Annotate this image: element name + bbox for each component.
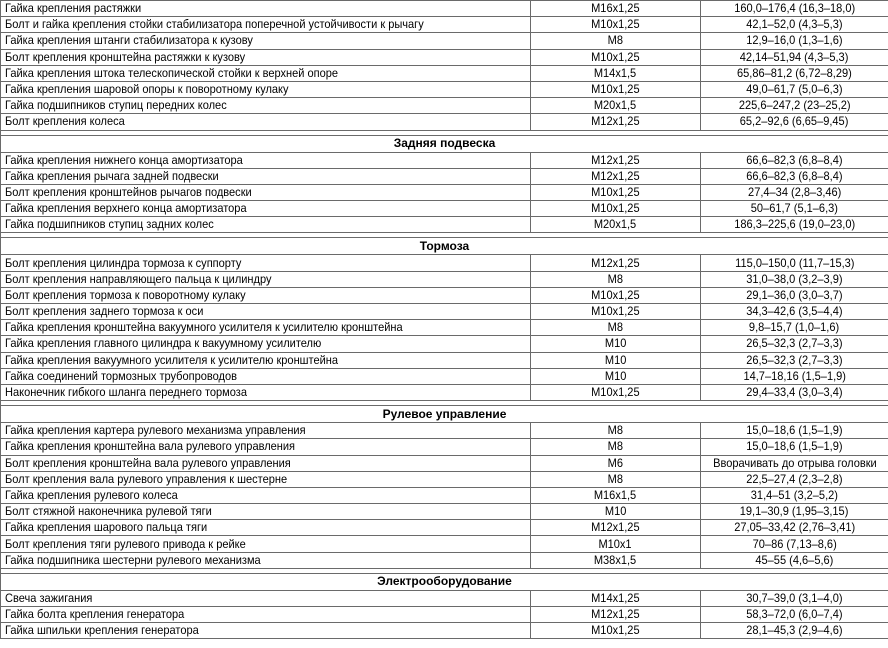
table-row <box>1 552 888 568</box>
torque-value-cell-text: 14,7–18,16 (1,5–1,9) <box>743 368 846 383</box>
fastener-name-cell-text: Гайка подшипников ступиц задних колес <box>5 217 214 232</box>
torque-value-cell <box>701 536 888 552</box>
torque-value-cell-text: 160,0–176,4 (16,3–18,0) <box>734 1 855 16</box>
table-row <box>1 217 888 233</box>
fastener-name-cell <box>1 271 531 287</box>
thread-size-cell-text: M8 <box>607 423 624 438</box>
torque-value-cell-text: 66,6–82,3 (6,8–8,4) <box>746 168 843 183</box>
table-row <box>1 455 888 471</box>
thread-size-cell-text: M8 <box>607 439 624 454</box>
table-row <box>1 271 888 287</box>
torque-value-cell <box>701 320 888 336</box>
torque-value-cell-text: 15,0–18,6 (1,5–1,9) <box>746 423 843 438</box>
fastener-name-cell-text: Гайка крепления нижнего конца амортизатора <box>5 152 243 167</box>
fastener-name-cell <box>1 552 531 568</box>
thread-size-cell <box>531 152 701 168</box>
thread-size-cell <box>531 487 701 503</box>
thread-size-cell-text: M12x1,25 <box>591 255 640 270</box>
thread-size-cell-text: M14x1,5 <box>594 65 637 80</box>
thread-size-cell <box>531 520 701 536</box>
thread-size-cell-text: M10 <box>604 504 627 519</box>
fastener-name-cell <box>1 607 531 623</box>
torque-value-cell <box>701 520 888 536</box>
thread-size-cell <box>531 184 701 200</box>
torque-value-cell <box>701 552 888 568</box>
fastener-name-cell <box>1 201 531 217</box>
thread-size-cell <box>531 304 701 320</box>
thread-size-cell <box>531 423 701 439</box>
thread-size-cell-text: M10 <box>604 368 627 383</box>
table-row <box>1 384 888 400</box>
torque-value-cell-text: 9,8–15,7 (1,0–1,6) <box>749 320 840 335</box>
torque-value-cell-text: 31,4–51 (3,2–5,2) <box>750 487 839 502</box>
thread-size-cell <box>531 33 701 49</box>
fastener-name-cell-text: Наконечник гибкого шланга переднего тормоза <box>5 385 247 400</box>
fastener-name-cell <box>1 336 531 352</box>
torque-value-cell-text: 34,3–42,6 (3,5–4,4) <box>746 304 843 319</box>
thread-size-cell <box>531 590 701 606</box>
torque-value-cell <box>701 201 888 217</box>
fastener-name-cell <box>1 33 531 49</box>
thread-size-cell <box>531 384 701 400</box>
fastener-name-cell <box>1 65 531 81</box>
table-row <box>1 287 888 303</box>
fastener-name-cell-text: Гайка крепления вакуумного усилителя к усилителю кронштейна <box>5 352 339 367</box>
thread-size-cell <box>531 17 701 33</box>
thread-size-cell-text: M10x1,25 <box>591 82 640 97</box>
thread-size-cell <box>531 368 701 384</box>
fastener-name-cell <box>1 455 531 471</box>
torque-value-cell <box>701 352 888 368</box>
thread-size-cell <box>531 455 701 471</box>
torque-value-cell <box>701 17 888 33</box>
torque-value-cell-text: 225,6–247,2 (23–25,2) <box>738 98 851 113</box>
torque-value-cell <box>701 168 888 184</box>
torque-value-cell-text: 29,4–33,4 (3,0–3,4) <box>746 385 843 400</box>
fastener-name-cell <box>1 98 531 114</box>
fastener-name-cell-text: Гайка шпильки крепления генератора <box>5 623 199 638</box>
fastener-name-cell-text: Гайка крепления кронштейна вакуумного усилителя к усилителю кронштейна <box>5 320 403 335</box>
thread-size-cell <box>531 81 701 97</box>
thread-size-cell <box>531 504 701 520</box>
thread-size-cell-text: M10x1,25 <box>591 385 640 400</box>
torque-value-cell <box>701 255 888 271</box>
thread-size-cell-text: M10x1,25 <box>591 287 640 302</box>
fastener-name-cell <box>1 623 531 639</box>
fastener-name-cell <box>1 168 531 184</box>
thread-size-cell-text: M12x1,25 <box>591 152 640 167</box>
table-row <box>1 352 888 368</box>
torque-value-cell-text: 28,1–45,3 (2,9–4,6) <box>746 623 843 638</box>
table-row <box>1 152 888 168</box>
thread-size-cell <box>531 168 701 184</box>
fastener-name-cell-text: Гайка крепления рулевого колеса <box>5 487 178 502</box>
table-row <box>1 439 888 455</box>
thread-size-cell <box>531 536 701 552</box>
thread-size-cell-text: M8 <box>607 471 624 486</box>
table-row <box>1 81 888 97</box>
fastener-name-cell-text: Гайка крепления штанги стабилизатора к кузову <box>5 33 253 48</box>
thread-size-cell <box>531 287 701 303</box>
thread-size-cell <box>531 607 701 623</box>
torque-value-cell-text: 65,2–92,6 (6,65–9,45) <box>740 114 849 129</box>
table-row <box>1 1 888 17</box>
table-row <box>1 114 888 130</box>
torque-value-cell-text: 19,1–30,9 (1,95–3,15) <box>740 504 849 519</box>
torque-value-cell <box>701 152 888 168</box>
fastener-name-cell <box>1 217 531 233</box>
fastener-name-cell <box>1 536 531 552</box>
thread-size-cell-text: M20x1,5 <box>594 217 637 232</box>
torque-value-cell-text: 27,4–34 (2,8–3,46) <box>747 184 842 199</box>
torque-value-cell <box>701 184 888 200</box>
fastener-name-cell <box>1 368 531 384</box>
torque-value-cell <box>701 287 888 303</box>
thread-size-cell-text: M10 <box>604 352 627 367</box>
fastener-name-cell-text: Свеча зажигания <box>5 590 93 605</box>
table-row <box>1 65 888 81</box>
fastener-name-cell-text: Гайка крепления штока телескопической стойки к верхней опоре <box>5 65 339 80</box>
fastener-name-cell <box>1 17 531 33</box>
fastener-name-cell <box>1 114 531 130</box>
thread-size-cell-text: M12x1,25 <box>591 114 640 129</box>
thread-size-cell <box>531 98 701 114</box>
section-title: Рулевое управление <box>1 406 888 423</box>
table-row <box>1 590 888 606</box>
torque-value-cell-text: 27,05–33,42 (2,76–3,41) <box>734 520 855 535</box>
thread-size-cell-text: M10x1 <box>598 536 633 551</box>
table-row <box>1 304 888 320</box>
section-header-row <box>1 573 888 590</box>
table-row <box>1 201 888 217</box>
thread-size-cell-text: M12x1,25 <box>591 168 640 183</box>
fastener-name-cell-text: Гайка крепления кронштейна вала рулевого управления <box>5 439 296 454</box>
torque-value-cell <box>701 1 888 17</box>
table-row <box>1 184 888 200</box>
fastener-name-cell-text: Гайка крепления главного цилиндра к вакуумному усилителю <box>5 336 322 351</box>
thread-size-cell-text: M10x1,25 <box>591 201 640 216</box>
thread-size-cell <box>531 49 701 65</box>
torque-value-cell <box>701 423 888 439</box>
thread-size-cell-text: M10x1,25 <box>591 184 640 199</box>
thread-size-cell <box>531 65 701 81</box>
thread-size-cell <box>531 336 701 352</box>
torque-value-cell <box>701 623 888 639</box>
torque-value-cell <box>701 439 888 455</box>
torque-value-cell-text: 49,0–61,7 (5,0–6,3) <box>746 82 843 97</box>
torque-value-cell-text: 31,0–38,0 (3,2–3,9) <box>746 271 843 286</box>
fastener-name-cell <box>1 590 531 606</box>
fastener-name-cell-text: Болт крепления кронштейна растяжки к кузову <box>5 49 246 64</box>
fastener-name-cell <box>1 320 531 336</box>
fastener-name-cell-text: Гайка крепления шаровой опоры к поворотному кулаку <box>5 82 289 97</box>
table-body <box>1 1 888 639</box>
torque-value-cell <box>701 33 888 49</box>
section-header-row <box>1 406 888 423</box>
fastener-name-cell-text: Болт и гайка крепления стойки стабилизатора поперечной устойчивости к рычагу <box>5 17 424 32</box>
fastener-name-cell <box>1 439 531 455</box>
thread-size-cell-text: M8 <box>607 33 624 48</box>
table-row <box>1 98 888 114</box>
torque-value-cell <box>701 304 888 320</box>
thread-size-cell <box>531 623 701 639</box>
torque-value-cell <box>701 114 888 130</box>
table-row <box>1 49 888 65</box>
fastener-name-cell-text: Болт крепления кронштейнов рычагов подвески <box>5 184 252 199</box>
torque-value-cell <box>701 336 888 352</box>
torque-value-cell <box>701 217 888 233</box>
fastener-name-cell-text: Гайка крепления растяжки <box>5 1 142 16</box>
thread-size-cell-text: M12x1,25 <box>591 520 640 535</box>
fastener-name-cell-text: Гайка болта крепления генератора <box>5 607 185 622</box>
torque-value-cell-text: Вворачивать до отрыва головки <box>712 455 877 470</box>
section-title: Задняя подвеска <box>1 135 888 152</box>
torque-value-cell-text: 26,5–32,3 (2,7–3,3) <box>746 336 843 351</box>
thread-size-cell <box>531 320 701 336</box>
torque-value-cell <box>701 504 888 520</box>
fastener-name-cell-text: Болт крепления вала рулевого управления к шестерне <box>5 471 288 486</box>
table-row <box>1 623 888 639</box>
torque-value-cell-text: 65,86–81,2 (6,72–8,29) <box>737 65 852 80</box>
torque-value-cell-text: 26,5–32,3 (2,7–3,3) <box>746 352 843 367</box>
torque-value-cell-text: 30,7–39,0 (3,1–4,0) <box>746 590 843 605</box>
thread-size-cell-text: M16x1,25 <box>591 1 640 16</box>
fastener-name-cell-text: Гайка крепления верхнего конца амортизатора <box>5 201 247 216</box>
torque-value-cell-text: 42,1–52,0 (4,3–5,3) <box>746 17 843 32</box>
fastener-name-cell-text: Гайка подшипников ступиц передних колес <box>5 98 227 113</box>
fastener-name-cell-text: Гайка крепления рычага задней подвески <box>5 168 219 183</box>
thread-size-cell-text: M10x1,25 <box>591 623 640 638</box>
fastener-name-cell <box>1 287 531 303</box>
fastener-name-cell-text: Болт крепления колеса <box>5 114 125 129</box>
thread-size-cell <box>531 552 701 568</box>
table-row <box>1 607 888 623</box>
section-title: Тормоза <box>1 238 888 255</box>
torque-value-cell-text: 12,9–16,0 (1,3–1,6) <box>746 33 843 48</box>
fastener-name-cell-text: Гайка подшипника шестерни рулевого механизма <box>5 552 261 567</box>
table-row <box>1 168 888 184</box>
thread-size-cell <box>531 1 701 17</box>
torque-value-cell <box>701 49 888 65</box>
fastener-name-cell <box>1 49 531 65</box>
thread-size-cell-text: M10x1,25 <box>591 17 640 32</box>
torque-value-cell-text: 15,0–18,6 (1,5–1,9) <box>746 439 843 454</box>
fastener-name-cell <box>1 152 531 168</box>
thread-size-cell <box>531 471 701 487</box>
thread-size-cell-text: M6 <box>607 455 624 470</box>
fastener-name-cell <box>1 471 531 487</box>
fastener-name-cell-text: Болт крепления кронштейна вала рулевого управления <box>5 455 291 470</box>
thread-size-cell <box>531 255 701 271</box>
section-title: Электрооборудование <box>1 573 888 590</box>
table-row <box>1 520 888 536</box>
thread-size-cell-text: M8 <box>607 320 624 335</box>
fastener-name-cell <box>1 520 531 536</box>
table-row <box>1 17 888 33</box>
table-row <box>1 471 888 487</box>
fastener-name-cell-text: Болт стяжной наконечника рулевой тяги <box>5 504 212 519</box>
torque-value-cell-text: 22,5–27,4 (2,3–2,8) <box>746 471 843 486</box>
fastener-name-cell-text: Гайка крепления шарового пальца тяги <box>5 520 208 535</box>
table-row <box>1 320 888 336</box>
fastener-name-cell <box>1 487 531 503</box>
fastener-name-cell-text: Гайка крепления картера рулевого механизма управления <box>5 423 306 438</box>
fastener-name-cell-text: Болт крепления тяги рулевого привода к рейке <box>5 536 246 551</box>
torque-value-cell-text: 70–86 (7,13–8,6) <box>752 536 837 551</box>
table-row <box>1 33 888 49</box>
torque-value-cell <box>701 455 888 471</box>
fastener-name-cell <box>1 255 531 271</box>
fastener-name-cell-text: Болт крепления направляющего пальца к цилиндру <box>5 271 272 286</box>
fastener-name-cell <box>1 1 531 17</box>
torque-value-cell <box>701 487 888 503</box>
thread-size-cell <box>531 352 701 368</box>
torque-value-cell <box>701 271 888 287</box>
thread-size-cell-text: M8 <box>607 271 624 286</box>
torque-value-cell-text: 66,6–82,3 (6,8–8,4) <box>746 152 843 167</box>
torque-value-cell <box>701 384 888 400</box>
fastener-name-cell-text: Гайка соединений тормозных трубопроводов <box>5 368 237 383</box>
torque-value-cell <box>701 98 888 114</box>
thread-size-cell-text: M10x1,25 <box>591 304 640 319</box>
thread-size-cell-text: M10 <box>604 336 627 351</box>
table-row <box>1 504 888 520</box>
thread-size-cell-text: M14x1,25 <box>591 590 640 605</box>
fastener-name-cell <box>1 81 531 97</box>
torque-value-cell-text: 186,3–225,6 (19,0–23,0) <box>734 217 855 232</box>
table-row <box>1 423 888 439</box>
thread-size-cell-text: M12x1,25 <box>591 607 640 622</box>
fastener-name-cell <box>1 304 531 320</box>
torque-value-cell <box>701 65 888 81</box>
thread-size-cell <box>531 439 701 455</box>
fastener-name-cell-text: Болт крепления заднего тормоза к оси <box>5 304 204 319</box>
section-header-row <box>1 135 888 152</box>
torque-value-cell-text: 50–61,7 (5,1–6,3) <box>750 201 839 216</box>
table-row <box>1 487 888 503</box>
fastener-name-cell <box>1 504 531 520</box>
torque-value-cell-text: 115,0–150,0 (11,7–15,3) <box>734 255 855 270</box>
torque-value-cell-text: 42,14–51,94 (4,3–5,3) <box>740 49 849 64</box>
fastener-name-cell-text: Болт крепления тормоза к поворотному кулаку <box>5 287 246 302</box>
torque-value-cell <box>701 368 888 384</box>
torque-value-cell-text: 45–55 (4,6–5,6) <box>755 552 834 567</box>
table-row <box>1 368 888 384</box>
torque-value-cell-text: 58,3–72,0 (6,0–7,4) <box>746 607 843 622</box>
fastener-name-cell <box>1 384 531 400</box>
table-row <box>1 536 888 552</box>
thread-size-cell-text: M16x1,5 <box>594 487 637 502</box>
torque-value-cell <box>701 471 888 487</box>
table-row <box>1 336 888 352</box>
fastener-name-cell <box>1 352 531 368</box>
fastener-name-cell <box>1 184 531 200</box>
thread-size-cell <box>531 271 701 287</box>
table-row <box>1 255 888 271</box>
section-header-row <box>1 238 888 255</box>
thread-size-cell-text: M38x1,5 <box>594 552 637 567</box>
torque-value-cell-text: 29,1–36,0 (3,0–3,7) <box>746 287 843 302</box>
thread-size-cell-text: M20x1,5 <box>594 98 637 113</box>
thread-size-cell <box>531 217 701 233</box>
fastener-name-cell <box>1 423 531 439</box>
thread-size-cell <box>531 201 701 217</box>
torque-value-cell <box>701 607 888 623</box>
torque-value-cell <box>701 81 888 97</box>
thread-size-cell-text: M10x1,25 <box>591 49 640 64</box>
thread-size-cell <box>531 114 701 130</box>
torque-value-cell <box>701 590 888 606</box>
fastener-name-cell-text: Болт крепления цилиндра тормоза к суппорту <box>5 255 242 270</box>
